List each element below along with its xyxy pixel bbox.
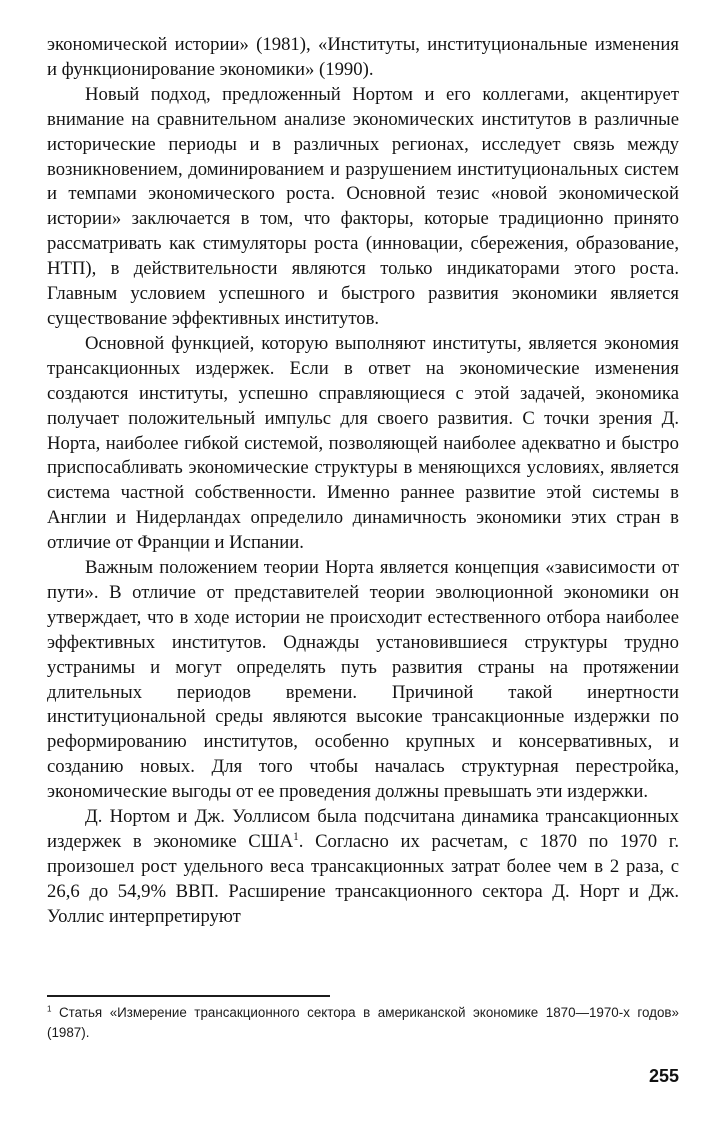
footnote-divider bbox=[47, 995, 330, 997]
footnote-text: Статья «Измерение трансакционного сектора в американской экономике 1870—1970-х годов» (1987). bbox=[47, 1005, 679, 1040]
footnote bbox=[47, 1003, 679, 1042]
paragraph bbox=[47, 805, 679, 930]
paragraph bbox=[47, 83, 679, 332]
paragraph-text: Основной функцией, которую выполняют институты, является экономия трансакционных издержек. Если в ответ на экономические изменения создаются институты, успешно справляющиеся с этой задачей, экономика получает положительный импульс для своего развития. С точки зрения Д. Норта, наиболее гибкой системой, позволяющей наиболее адекватно и быстро приспосабливать экономические структуры в меняющихся условиях, является система частной собственности. Именно раннее развитие этой системы в Англии и Нидерландах определило динамичность экономики этих стран в отличие от Франции и Испании. bbox=[47, 332, 679, 554]
paragraph-text: Д. Нортом и Дж. Уоллисом была подсчитана динамика трансакционных издержек в экономике США bbox=[47, 806, 679, 852]
paragraph-text: экономической истории» (1981), «Институты, институциональные изменения и функционирование экономики» (1990). bbox=[47, 34, 679, 80]
page-number: 255 bbox=[648, 1066, 679, 1086]
paragraph bbox=[47, 332, 679, 556]
footnote-reference: 1 bbox=[293, 830, 299, 843]
main-text bbox=[47, 33, 679, 930]
paragraph bbox=[47, 33, 679, 83]
footnote-marker: 1 bbox=[47, 1004, 52, 1014]
paragraph-text: Важным положением теории Норта является концепция «зависимости от пути». В отличие от представителей теории эволюционной экономики он утверждает, что в ходе истории не происходит естественного отбора наиболее эффективных институтов. Однажды установившиеся структуры трудно устранимы и могут определять путь развития страны на протяжении длительных периодов времени. Причиной такой инертности институциональной среды являются высокие трансакционные издержки по реформированию институтов, особенно крупных и консервативных, и созданию новых. Для того чтобы началась структурная перестройка, экономические выгоды от ее проведения должны превышать эти издержки. bbox=[47, 557, 679, 803]
paragraph bbox=[47, 556, 679, 805]
paragraph-text: Новый подход, предложенный Нортом и его коллегами, акцентирует внимание на сравнительном анализе экономических институтов в различные исторические периоды и в различных регионах, исследует связь между возникновением, доминированием и разрушением институциональных систем и темпами экономического роста. Основной тезис «новой экономической истории» заключается в том, что факторы, которые традиционно принято рассматривать как стимуляторы роста (инновации, сбережения, образование, НТП), в действительности являются только индикаторами этого роста. Главным условием успешного и быстрого развития экономики является существование эффективных институтов. bbox=[47, 83, 679, 329]
paragraph-text: . Согласно их расчетам, с 1870 по 1970 г. произошел рост удельного веса трансакционных затрат более чем в 2 раза, с 26,6 до 54,9% ВВП. Расширение трансакционного сектора Д. Норт и Дж. Уоллис интерпретируют bbox=[47, 831, 679, 927]
